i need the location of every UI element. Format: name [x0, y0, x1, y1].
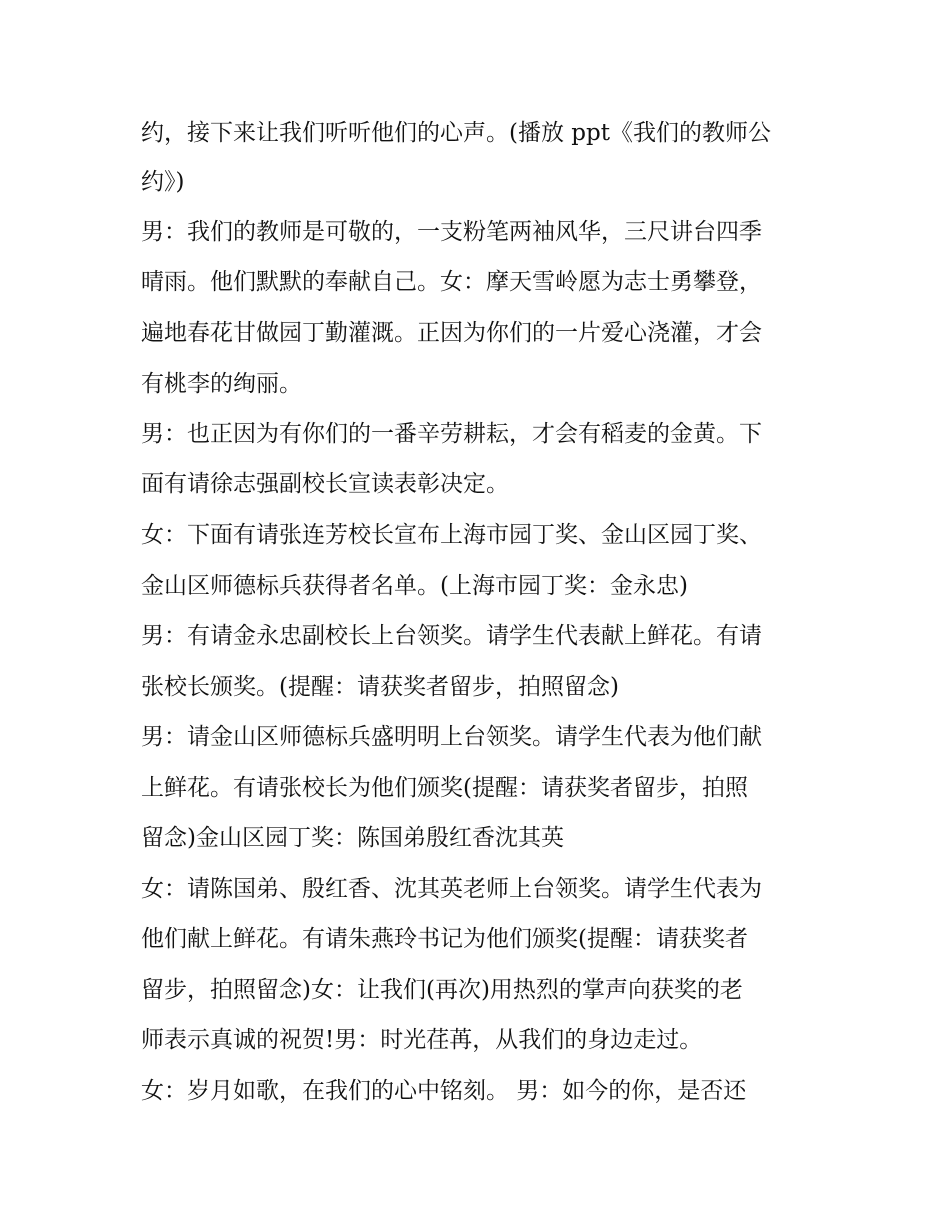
text-line: 他们献上鲜花。有请朱燕玲书记为他们颁奖(提醒：请获奖者: [141, 926, 748, 952]
text-line: 遍地春花甘做园丁勤灌溉。正因为你们的一片爱心浇灌，才会: [141, 320, 762, 346]
text-line: 男：有请金永忠副校长上台领奖。请学生代表献上鲜花。有请: [141, 623, 762, 649]
text-line: 留步，拍照留念)女：让我们(再次)用热烈的掌声向获奖的老: [141, 977, 743, 1003]
text-line: 男：我们的教师是可敬的，一支粉笔两袖风华，三尺讲台四季: [141, 219, 762, 245]
text-line: 金山区师德标兵获得者名单。(上海市园丁奖：金永忠): [141, 573, 688, 599]
text-line: 女：岁月如歌，在我们的心中铭刻。 男：如今的你，是否还: [141, 1078, 747, 1104]
text-line: 有桃李的绚丽。: [141, 371, 302, 397]
text-line: 女：下面有请张连芳校长宣布上海市园丁奖、金山区园丁奖、: [141, 522, 762, 548]
text-line: 上鲜花。有请张校长为他们颁奖(提醒：请获奖者留步，拍照: [141, 775, 748, 801]
text-line: 男：也正因为有你们的一番辛劳耕耘，才会有稻麦的金黄。下: [141, 421, 762, 447]
text-line: 女：请陈国弟、殷红香、沈其英老师上台领奖。请学生代表为: [141, 876, 762, 902]
text-line: 面有请徐志强副校长宣读表彰决定。: [141, 471, 509, 497]
text-line: 男：请金山区师德标兵盛明明上台领奖。请学生代表为他们献: [141, 724, 762, 750]
text-line: 约》): [141, 169, 185, 195]
text-line: 晴雨。他们默默的奉献自己。女：摩天雪岭愿为志士勇攀登，: [141, 269, 762, 295]
text-line: 张校长颁奖。(提醒：请获奖者留步，拍照留念): [141, 674, 619, 700]
text-line: 约，接下来让我们听听他们的心声。(播放 ppt《我们的教师公: [141, 120, 771, 146]
text-line: 留念)金山区园丁奖：陈国弟殷红香沈其英: [141, 825, 564, 851]
text-line: 师表示真诚的祝贺!男：时光荏苒，从我们的身边走过。: [141, 1027, 703, 1053]
